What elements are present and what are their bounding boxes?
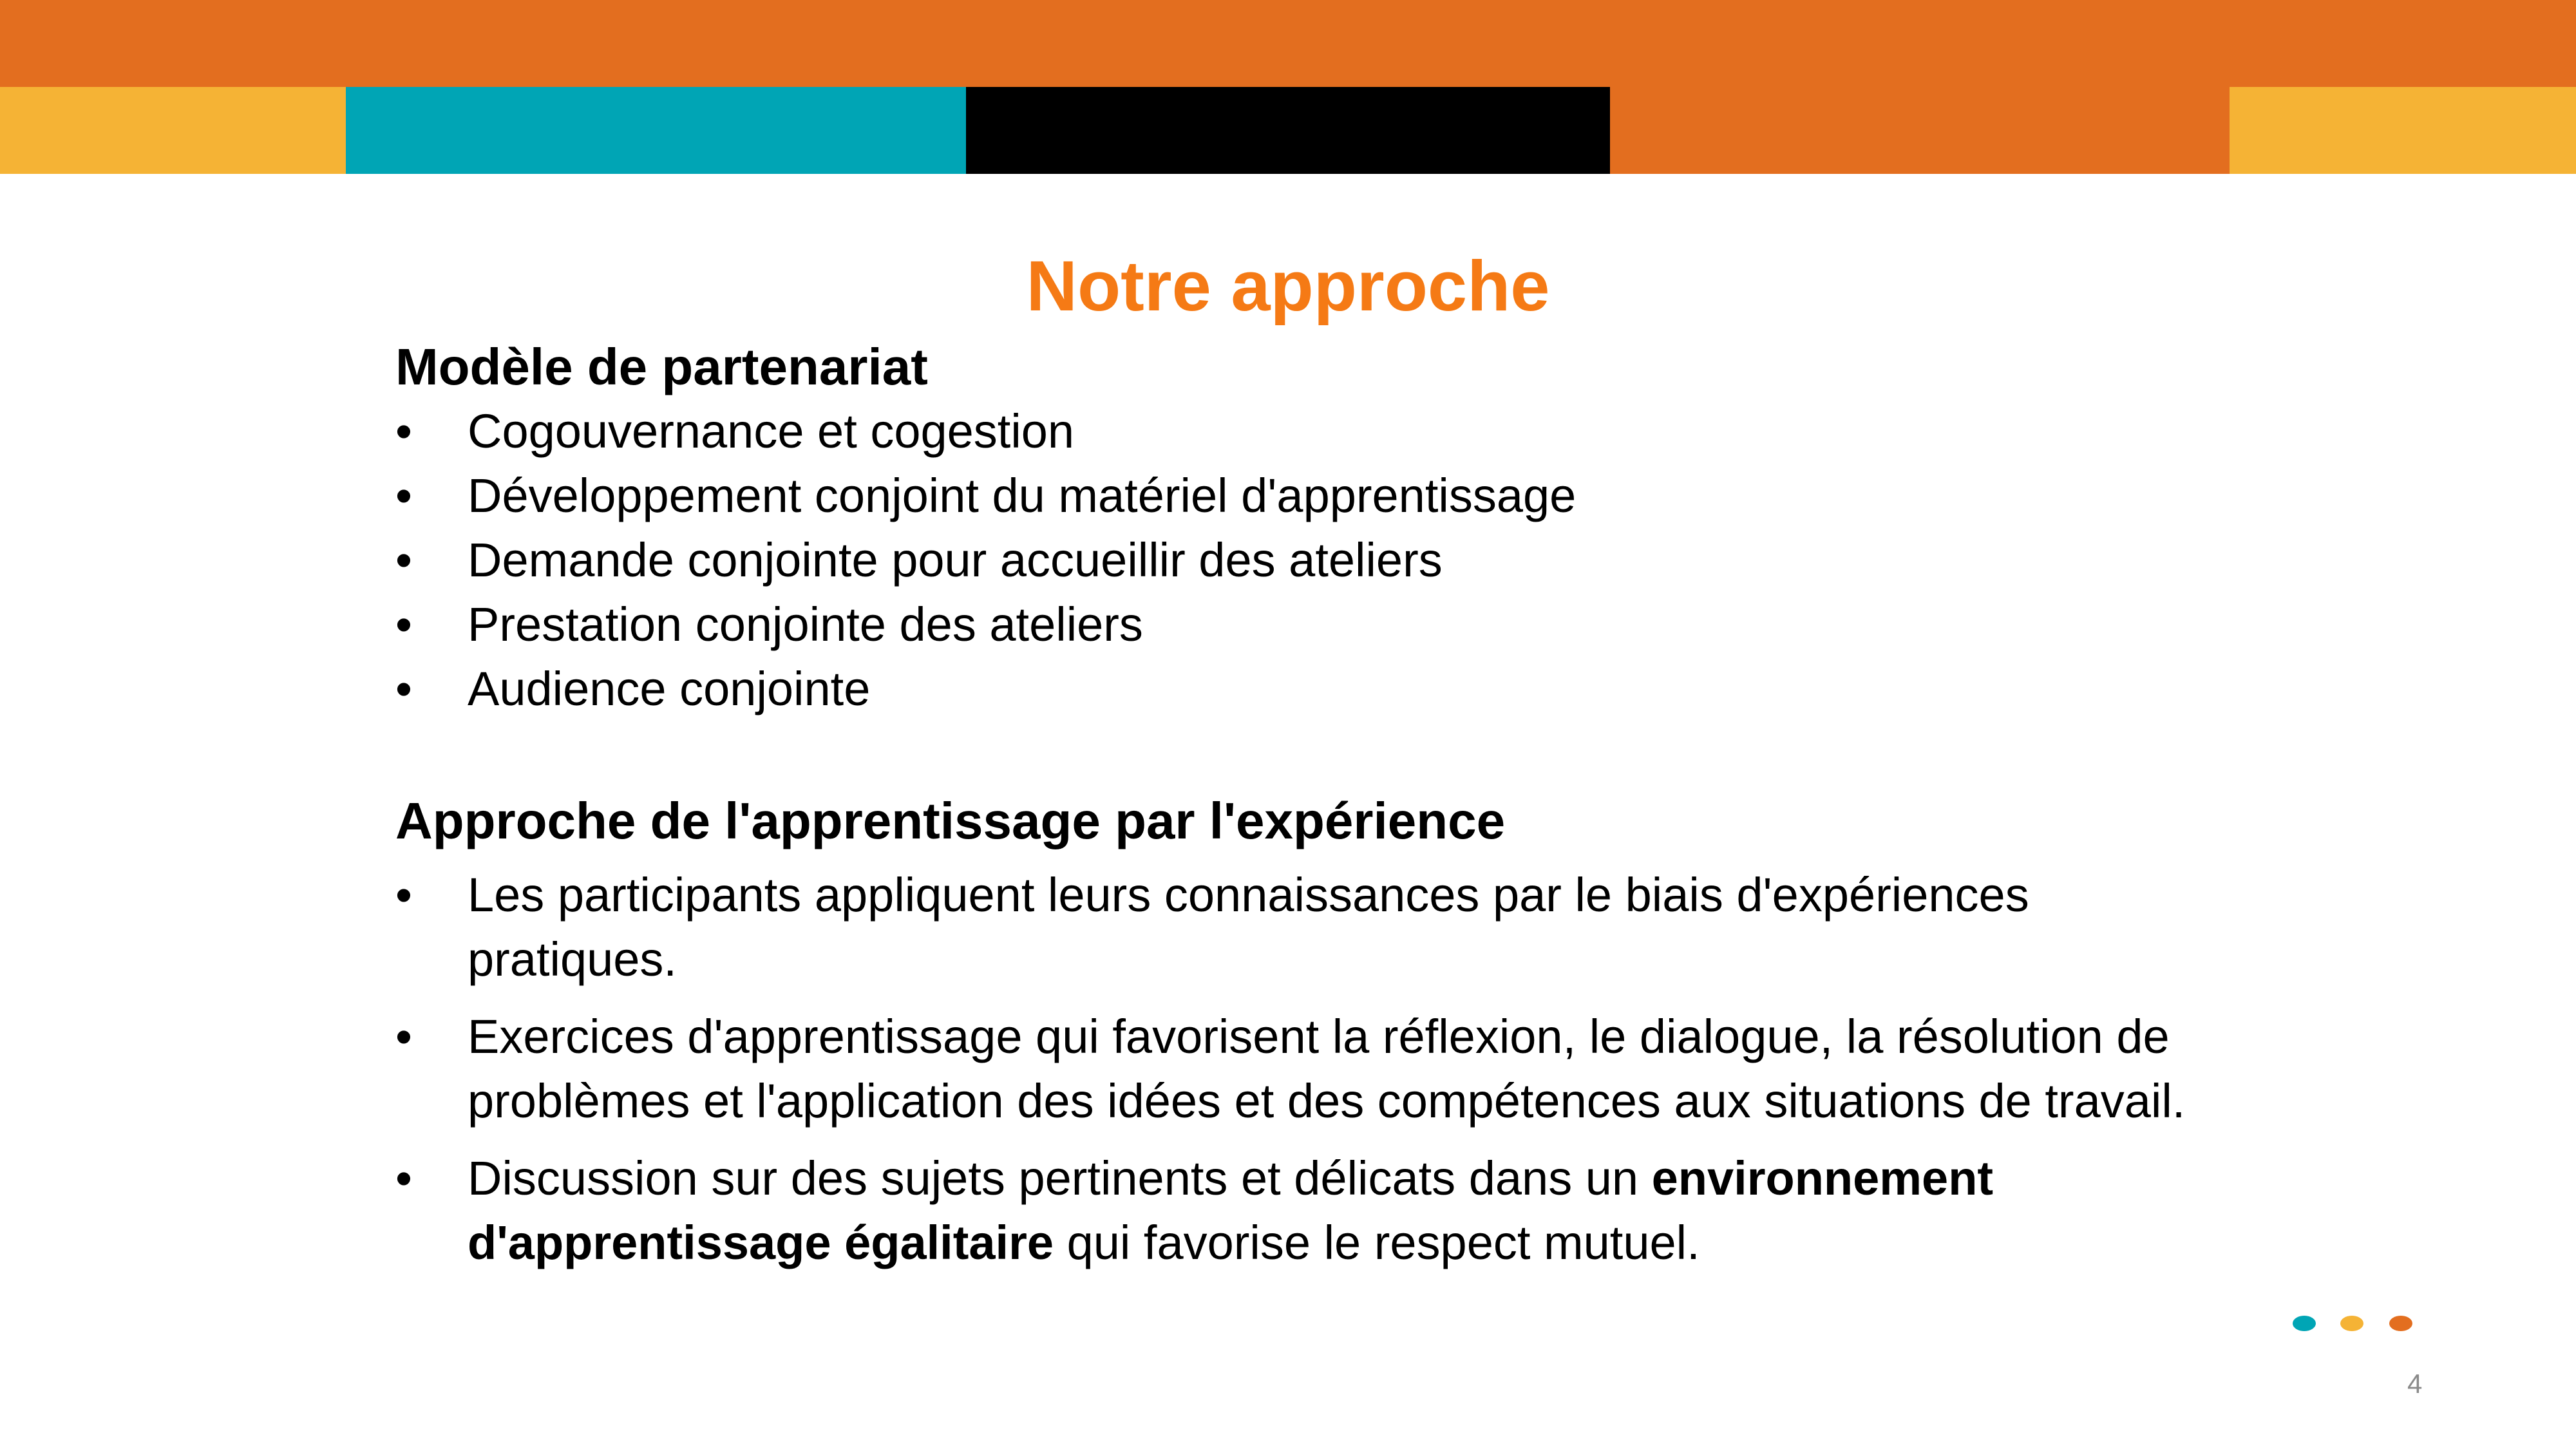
bullet-icon: • bbox=[395, 469, 412, 522]
list-item-text-after: qui favorise le respect mutuel. bbox=[1054, 1216, 1700, 1269]
bullet-icon: • bbox=[395, 868, 412, 922]
list-item-text-before: Discussion sur des sujets pertinents et délicats dans un bbox=[468, 1151, 1652, 1205]
section-heading-partnership-model: Modèle de partenariat bbox=[395, 338, 928, 395]
list-item bbox=[395, 1005, 2199, 1133]
decorative-dots bbox=[2293, 1316, 2421, 1335]
strip-orange bbox=[1610, 87, 2230, 174]
bullet-icon: • bbox=[395, 404, 412, 458]
bullet-icon: • bbox=[395, 598, 412, 651]
decorative-color-strip bbox=[0, 87, 2576, 174]
list-item-text: Prestation conjointe des ateliers bbox=[468, 598, 1143, 651]
list-item bbox=[395, 863, 2199, 992]
strip-yellow-right bbox=[2230, 87, 2576, 174]
bullet-icon: • bbox=[395, 1010, 412, 1063]
bullet-icon: • bbox=[395, 1151, 412, 1205]
partnership-model-list bbox=[395, 399, 2199, 721]
list-item-text: Les participants appliquent leurs connaissances par le biais d'expériences pratiques. bbox=[468, 868, 2029, 986]
orange-dot-icon bbox=[2389, 1316, 2412, 1331]
list-item bbox=[395, 399, 2199, 464]
list-item-text: Cogouvernance et cogestion bbox=[468, 404, 1075, 458]
list-item bbox=[395, 657, 2199, 721]
teal-dot-icon bbox=[2293, 1316, 2316, 1331]
strip-black bbox=[966, 87, 1610, 174]
top-orange-band bbox=[0, 0, 2576, 87]
strip-yellow-left bbox=[0, 87, 346, 174]
page-number: 4 bbox=[2407, 1368, 2423, 1399]
list-item-text: Audience conjointe bbox=[468, 662, 871, 715]
list-item bbox=[395, 464, 2199, 528]
section-heading-experiential-learning: Approche de l'apprentissage par l'expérience bbox=[395, 792, 1506, 849]
list-item bbox=[395, 528, 2199, 592]
bullet-icon: • bbox=[395, 662, 412, 715]
list-item bbox=[395, 1146, 2199, 1275]
list-item-bold-text: environnement d'apprentissage égalitaire bbox=[468, 1151, 1994, 1269]
list-item bbox=[395, 592, 2199, 657]
slide-title: Notre approche bbox=[1026, 247, 1550, 326]
slide-content bbox=[395, 335, 2199, 1275]
yellow-dot-icon bbox=[2340, 1316, 2363, 1331]
list-item-text: Demande conjointe pour accueillir des ateliers bbox=[468, 533, 1443, 587]
bullet-icon: • bbox=[395, 533, 412, 587]
list-item-text: Développement conjoint du matériel d'apprentissage bbox=[468, 469, 1577, 522]
list-item-text: Exercices d'apprentissage qui favorisent la réflexion, le dialogue, la résolution de problèmes et l'application des idées et des compétences aux situations de travail. bbox=[468, 1010, 2186, 1128]
strip-teal bbox=[346, 87, 966, 174]
experiential-learning-list bbox=[395, 863, 2199, 1275]
